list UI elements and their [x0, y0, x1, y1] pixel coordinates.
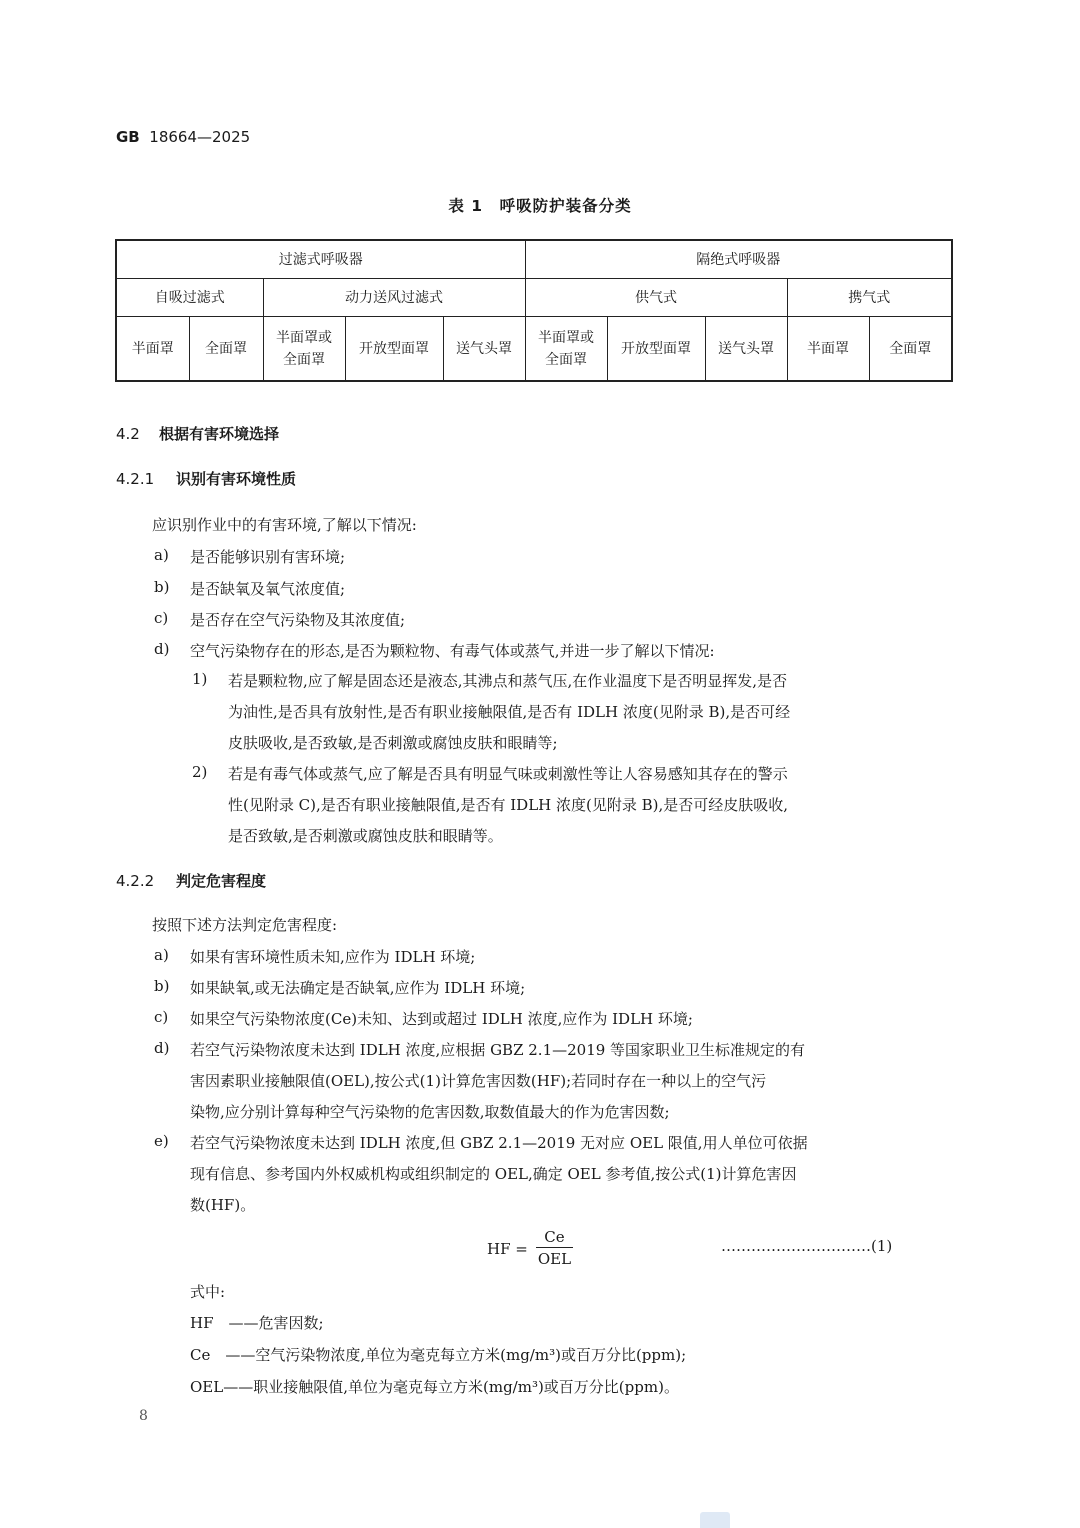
definition: [190, 1312, 324, 1333]
cell-open-mask: 开放型面罩: [607, 317, 705, 382]
definition-desc: ——危害因数;: [228, 1314, 324, 1332]
list-item: 空气污染物存在的形态,是否为颗粒物、有毒气体或蒸气,并进一步了解以下情况:: [190, 642, 715, 660]
cell-half-mask: 半面罩: [116, 317, 189, 382]
definition-desc: ——空气污染物浓度,单位为毫克每立方米(mg/m³)或百万分比(ppm);: [225, 1346, 687, 1364]
formula-lhs: HF =: [487, 1239, 528, 1258]
section-4-2-1-heading: 4.2.1 识别有害环境性质: [116, 470, 297, 488]
list-label: a): [154, 946, 169, 964]
paragraph: 按照下述方法判定危害程度:: [152, 916, 338, 934]
header-filter-respirator: 过滤式呼吸器: [116, 240, 525, 279]
list-label: b): [154, 977, 170, 995]
sublist-line: 若是有毒气体或蒸气,应了解是否具有明显气味或刺激性等让人容易感知其存在的警示: [228, 765, 788, 783]
sublist-line: 若是颗粒物,应了解是固态还是液态,其沸点和蒸气压,在作业温度下是否明显挥发,是否: [228, 672, 788, 690]
sublist-line: 为油性,是否具有放射性,是否有职业接触限值,是否有 IDLH 浓度(见附录 B),是否可经: [228, 703, 791, 721]
definition-term: Ce: [190, 1346, 226, 1364]
header-self-priming: 自吸过滤式: [116, 279, 263, 317]
list-item: 如果空气污染物浓度(Ce)未知、达到或超过 IDLH 浓度,应作为 IDLH 环境;: [190, 1010, 693, 1028]
formula-denominator: OEL: [536, 1247, 573, 1270]
cell-open-mask: 开放型面罩: [345, 317, 443, 382]
cell-hood: 送气头罩: [443, 317, 525, 382]
list-item: 如果缺氧,或无法确定是否缺氧,应作为 IDLH 环境;: [190, 979, 526, 997]
list-label: d): [154, 640, 170, 658]
sublist-line: 皮肤吸收,是否致敏,是否刺激或腐蚀皮肤和眼睛等;: [228, 734, 558, 752]
definition-term: HF: [190, 1314, 229, 1332]
list-item: 若空气污染物浓度未达到 IDLH 浓度,应根据 GBZ 2.1—2019 等国家职业卫生标准规定的有: [190, 1041, 806, 1059]
definition: [190, 1376, 679, 1397]
formula-fraction: [536, 1227, 573, 1270]
list-label: c): [154, 609, 169, 627]
page-number: 8: [139, 1408, 148, 1424]
cell-full-mask: 全面罩: [869, 317, 952, 382]
formula-numerator: Ce: [544, 1228, 565, 1246]
cell-hood: 送气头罩: [705, 317, 787, 382]
cell-half-mask: 半面罩: [787, 317, 869, 382]
list-item: 是否缺氧及氧气浓度值;: [190, 580, 346, 598]
sublist-label: 2): [192, 763, 208, 781]
header-isolating-respirator: 隔绝式呼吸器: [525, 240, 952, 279]
sublist-label: 1): [192, 670, 208, 688]
list-label: b): [154, 578, 170, 596]
where-label: 式中:: [190, 1283, 226, 1301]
list-item: 若空气污染物浓度未达到 IDLH 浓度,但 GBZ 2.1—2019 无对应 OEL 限值,用人单位可依据: [190, 1134, 808, 1152]
cell-full-mask: 全面罩: [189, 317, 263, 382]
list-item: 数(HF)。: [190, 1196, 256, 1214]
list-item: 现有信息、参考国内外权威机构或组织制定的 OEL,确定 OEL 参考值,按公式(1)计算危害因: [190, 1165, 797, 1183]
cell-half-or-full-mask: 半面罩或 全面罩: [525, 317, 607, 382]
definition: [190, 1344, 686, 1365]
classification-table: [115, 239, 953, 382]
standard-prefix: GB: [116, 128, 140, 146]
sublist-line: 性(见附录 C),是否有职业接触限值,是否有 IDLH 浓度(见附录 B),是否可经皮肤吸收,: [228, 796, 789, 814]
list-item: 如果有害环境性质未知,应作为 IDLH 环境;: [190, 948, 476, 966]
formula: [487, 1227, 573, 1270]
list-label: c): [154, 1008, 169, 1026]
list-item: 是否存在空气污染物及其浓度值;: [190, 611, 406, 629]
list-item: 是否能够识别有害环境;: [190, 548, 346, 566]
list-item: 染物,应分别计算每种空气污染物的危害因数,取数值最大的作为危害因数;: [190, 1103, 670, 1121]
paragraph: 应识别作业中的有害环境,了解以下情况:: [152, 516, 417, 534]
watermark-icon: [700, 1512, 730, 1528]
definition-term: OEL: [190, 1378, 224, 1396]
header-self-contained: 携气式: [787, 279, 952, 317]
header-supplied-air: 供气式: [525, 279, 787, 317]
definition-desc: ——职业接触限值,单位为毫克每立方米(mg/m³)或百万分比(ppm)。: [223, 1378, 679, 1396]
section-4-2-2-heading: 4.2.2 判定危害程度: [116, 872, 267, 890]
list-label: a): [154, 546, 169, 564]
list-label: e): [154, 1132, 169, 1150]
equation-number: …………………………(1): [721, 1237, 893, 1255]
cell-half-or-full-mask: 半面罩或 全面罩: [263, 317, 345, 382]
list-item: 害因素职业接触限值(OEL),按公式(1)计算危害因数(HF);若同时存在一种以上的空气污: [190, 1072, 767, 1090]
header-powered-air: 动力送风过滤式: [263, 279, 525, 317]
sublist-line: 是否致敏,是否刺激或腐蚀皮肤和眼睛等。: [228, 827, 503, 845]
table-title: 表 1 呼吸防护装备分类: [448, 197, 632, 215]
document-code: [116, 128, 250, 146]
standard-number: 18664—2025: [149, 128, 251, 146]
list-label: d): [154, 1039, 170, 1057]
section-4-2-heading: 4.2 根据有害环境选择: [116, 425, 280, 443]
